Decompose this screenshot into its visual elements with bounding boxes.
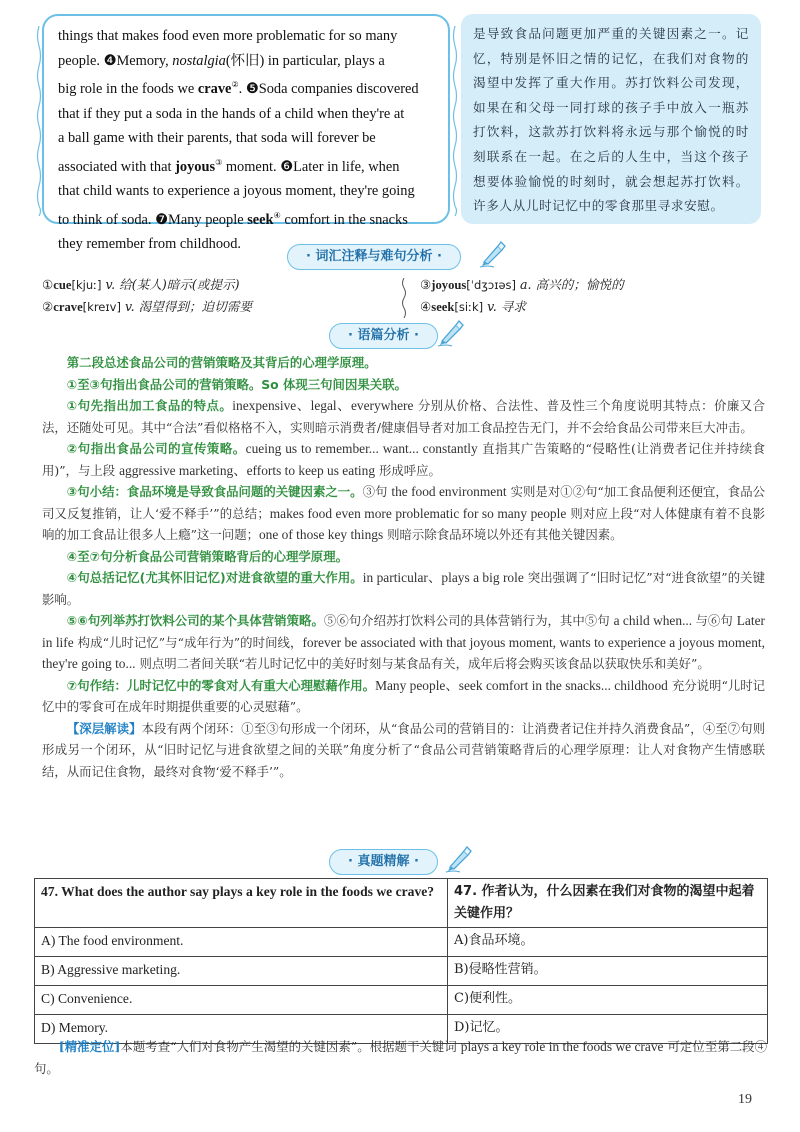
analysis-english: the food environment	[391, 484, 507, 499]
discourse-analysis	[42, 352, 765, 782]
option-a-en: A) The food environment.	[35, 928, 448, 957]
vocab-word: joyous	[431, 278, 467, 292]
analysis-paragraph	[42, 438, 765, 481]
chinese-translation-text: 是导致食品问题更加严重的关键因素之一。记忆，特别是怀旧之情的记忆，在我们对食物的渴望中发挥了重大作用。苏打饮料公司发现，如果在和父母一同打球的孩子手中放入一瓶苏打饮料，这款苏打饮料将永远与那个愉悦的时刻联系在一起。在之后的人生中，当这个孩子想要体验愉悦的时刻时，就会想起苏打饮料。许多人从儿时记忆中的零食那里寻求安慰。	[473, 26, 749, 214]
vocab-definition: a. 高兴的；愉悦的	[520, 277, 624, 292]
analysis-text: 实则是对①②句“加工食品便利还便宜，食品公司又反复推销，让人‘爱不释手’”的总结；	[42, 484, 765, 521]
analysis-english: in particular、plays a big role	[362, 570, 524, 585]
analysis-text: 分别从价格、合法性、普及性三个角度说明其特点：价廉又合法，还随处可见。其中“合法”看似格格不入，实则暗示消费者/健康倡导者对加工食品控告无门，并不会给食品公司带来巨大冲击。	[42, 398, 765, 435]
analysis-heading: ②句指出食品公司的宣传策略。	[66, 441, 246, 456]
analysis-heading: ③句小结：食品环境是导致食品问题的关键因素之一。	[66, 484, 363, 499]
section-heading-text: · 词汇注释与难句分析 ·	[306, 249, 442, 264]
passage-keyword-nostalgia: nostalgia	[172, 52, 226, 69]
pen-icon	[444, 843, 474, 873]
vocab-ipa: [kjuː]	[71, 278, 102, 292]
passage-text: associated with that	[58, 158, 176, 175]
question-stem-row	[35, 879, 768, 928]
vocab-definition: v. 寻求	[487, 299, 526, 314]
question-stem-en: 47. What does the author say plays a key role in the foods we crave?	[35, 879, 448, 928]
pen-icon	[478, 238, 508, 268]
passage-text: that child wants to experience a joyous moment, they're going	[58, 183, 415, 200]
section-heading-analysis	[329, 323, 438, 349]
passage-text: a ball game with their parents, that soda will forever be	[58, 130, 376, 147]
chinese-translation-box	[461, 14, 761, 224]
vocab-ipa: [kreɪv]	[82, 300, 121, 314]
analysis-paragraph	[42, 395, 765, 438]
location-english: plays a key role in the foods we crave	[460, 1039, 664, 1054]
analysis-paragraph	[42, 567, 765, 610]
option-b-en: B) Aggressive marketing.	[35, 957, 448, 986]
passage-text: Later in life, when	[293, 158, 400, 175]
passage-line	[58, 49, 436, 74]
analysis-heading: ④句总括记忆(尤其怀旧记忆)对进食欲望的重大作用。	[66, 570, 363, 585]
section-heading-exam	[329, 849, 438, 875]
passage-line	[58, 204, 436, 232]
passage-line	[58, 151, 436, 179]
passage-text: that if they put a soda in the hands of a child when they're at	[58, 105, 405, 122]
analysis-text: 则对应上段“对人体健康有着不良影响的加工食品让很多人上瘾”这一问题；	[42, 505, 765, 542]
option-d-zh: D)记忆。	[448, 1015, 768, 1044]
passage-text: moment.	[222, 158, 281, 175]
section-heading-vocab	[287, 244, 461, 270]
pen-icon	[436, 317, 466, 347]
vocab-list-left	[42, 274, 402, 318]
passage-line	[58, 179, 436, 204]
option-d-en: D) Memory.	[35, 1015, 448, 1044]
analysis-paragraph	[42, 481, 765, 546]
analysis-english: forever be associated with that joyous moment, wants to experience a joyous moment, they're going to...	[42, 634, 765, 671]
analysis-english: Later in life	[42, 613, 765, 650]
analysis-text: 与⑥句	[695, 613, 737, 628]
question-table	[34, 878, 768, 1044]
section-heading-text: · 语篇分析 ·	[348, 328, 419, 343]
passage-text: Memory,	[116, 52, 173, 69]
section-heading-text: · 真题精解 ·	[348, 854, 419, 869]
analysis-text: 充分说明“儿时记忆中的零食可在成年时期提供重要的心灵慰藉”。	[42, 677, 765, 714]
analysis-text: ③句	[362, 484, 392, 499]
analysis-english: inexpensive、legal、everywhere	[232, 398, 414, 413]
analysis-heading: 第二段总述食品公司的营销策略及其背后的心理学原理。	[66, 355, 377, 370]
option-row	[35, 928, 768, 957]
vocab-definition: v. 给(某人)暗示(或提示)	[105, 277, 240, 292]
sentence-number-6: ❻	[280, 158, 294, 175]
precise-location-label: [精准定位]	[58, 1039, 121, 1054]
analysis-english: cueing us to remember... want... constantly	[245, 441, 478, 456]
option-b-zh: B)侵略性营销。	[448, 957, 768, 986]
passage-text: .	[238, 80, 246, 97]
vocab-item: ③joyous[ˈdʒɔɪəs] a. 高兴的；愉悦的	[420, 277, 624, 292]
sentence-number-5: ❺	[245, 80, 259, 97]
passage-text: to think of soda.	[58, 211, 156, 228]
vocab-marker: ②	[231, 80, 239, 90]
location-text: 本题考查“人们对食物产生渴望的关键因素”。根据题干关键词	[120, 1039, 461, 1054]
middle-wavy-divider	[450, 26, 460, 216]
passage-text: comfort in the snacks	[280, 211, 408, 228]
option-row	[35, 986, 768, 1015]
analysis-heading: ①句先指出加工食品的特点。	[66, 398, 233, 413]
analysis-english: makes food even more problematic for so many people	[269, 505, 567, 521]
vocab-ipa: [siːk]	[454, 300, 484, 314]
passage-keyword-crave: crave	[197, 80, 232, 97]
analysis-english: aggressive marketing、efforts to keep us eating	[119, 462, 376, 478]
analysis-english: one of those key things	[258, 527, 384, 542]
passage-line	[58, 73, 436, 101]
analysis-text: 构成“儿时记忆”与“成年行为”的时间线，	[73, 634, 303, 650]
passage-text: (怀旧) in particular, plays a	[225, 52, 385, 69]
passage-text: Many people	[168, 211, 248, 228]
page-number: 19	[738, 1092, 752, 1107]
deep-reading-label: 【深层解读】	[66, 720, 142, 736]
passage-keyword-seek: seek	[247, 211, 274, 228]
sentence-number-7: ❼	[155, 211, 169, 228]
passage-keyword-joyous: joyous	[175, 158, 216, 175]
vocab-ipa: [ˈdʒɔɪəs]	[466, 278, 517, 292]
analysis-text: 本段有两个闭环：①至③句形成一个闭环，从“食品公司的营销目的：让消费者记住并持久消费食品”，④至⑦句则形成另一个闭环，从“旧时记忆与进食欲望之间的关联”角度分析了“食品公司营销策略背后的心理学原理：让人对食物产生情感联结，从而记住食物，最终对食物‘爱不释手’”。	[42, 720, 766, 779]
analysis-paragraph	[42, 718, 765, 783]
vocab-marker: ④	[273, 210, 281, 220]
option-a-zh: A)食品环境。	[448, 928, 768, 957]
vocab-divider	[400, 278, 408, 318]
sentence-number-4: ❹	[103, 52, 117, 69]
vocab-word: crave	[53, 300, 83, 314]
passage-text: Soda companies discovered	[258, 80, 419, 97]
passage-line	[58, 102, 436, 127]
analysis-paragraph	[42, 374, 765, 396]
analysis-heading: ④至⑦句分析食品公司营销策略背后的心理学原理。	[66, 548, 348, 564]
analysis-paragraph	[42, 352, 765, 374]
passage-text: they remember from childhood.	[58, 236, 242, 253]
analysis-english: Many people、seek comfort in the snacks... childhood	[375, 677, 668, 693]
analysis-paragraph	[42, 546, 765, 568]
passage-text: things that makes food even more problematic for so many	[58, 28, 398, 44]
analysis-english: a child when...	[613, 613, 696, 628]
analysis-text: 则暗示除食品环境以外还有其他关键因素。	[383, 527, 623, 542]
analysis-text: 直指其广告策略的“侵略性(让消费者记住并持续食用)”，与上段	[42, 441, 765, 478]
analysis-heading: ⑤⑥句列举苏打饮料公司的某个具体营销策略。	[66, 613, 324, 628]
passage-line	[58, 126, 436, 151]
english-passage-box	[42, 14, 450, 253]
analysis-heading: ⑦句作结：儿时记忆中的零食对人有重大心理慰藉作用。	[66, 677, 376, 693]
option-c-zh: C)便利性。	[448, 986, 768, 1015]
analysis-text: 形成呼应。	[375, 462, 441, 478]
analysis-heading: ①至③句指出食品公司的营销策略。So 体现三句间因果关联。	[66, 376, 407, 392]
analysis-paragraph	[42, 675, 765, 718]
analysis-paragraph	[42, 610, 765, 675]
passage-text: big role in the foods we	[58, 80, 198, 97]
option-c-en: C) Convenience.	[35, 986, 448, 1015]
vocab-item: ②crave[kreɪv] v. 渴望得到；迫切需要	[42, 299, 252, 314]
vocab-item: ④seek[siːk] v. 寻求	[420, 299, 526, 314]
vocab-marker: ③	[215, 157, 223, 167]
analysis-text: ⑤⑥句介绍苏打饮料公司的具体营销行为，其中⑤句	[323, 613, 614, 628]
vocab-word: seek	[431, 300, 455, 314]
analysis-text: 突出强调了“旧时记忆”对“进食欲望”的关键影响。	[42, 570, 765, 607]
passage-text: people.	[58, 52, 104, 69]
option-row	[35, 957, 768, 986]
vocab-definition: v. 渴望得到；迫切需要	[124, 299, 252, 314]
location-text: 可定位至第二段④句。	[34, 1039, 767, 1076]
analysis-text: 则点明二者间关联“若儿时记忆中的美好时刻与某食品有关，成年后将会购买该食品以获取快乐和美好”。	[135, 656, 710, 671]
passage-line	[58, 24, 436, 49]
precise-location-note	[34, 1036, 767, 1080]
vocab-word: cue	[53, 278, 72, 292]
vocab-item: ①cue[kjuː] v. 给(某人)暗示(或提示)	[42, 277, 240, 292]
vocab-list-right	[420, 274, 765, 318]
question-stem-zh: 47. 作者认为，什么因素在我们对食物的渴望中起着关键作用？	[448, 879, 768, 928]
